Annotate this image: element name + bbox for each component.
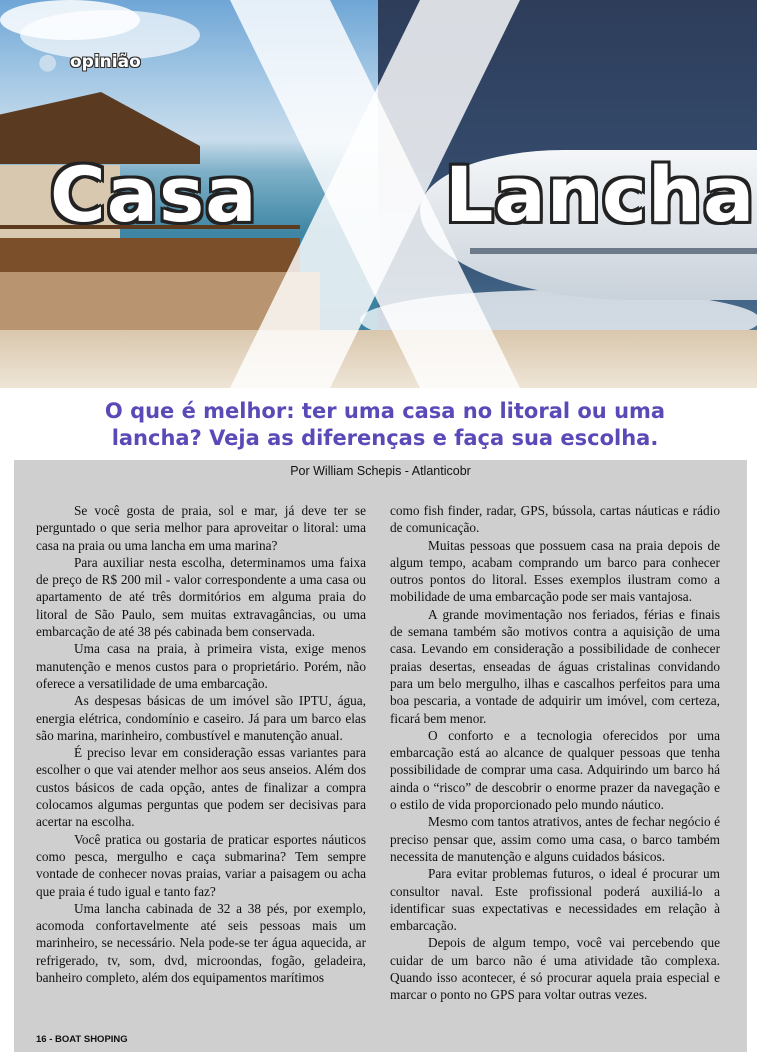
- section-bullet-icon: ●: [38, 50, 58, 75]
- paragraph: A grande movimentação nos feriados, férias e finais de semana também são motivos contra a aquisição de uma casa. Levando em consideração a possibilidade de conhecer praias desertas, enseadas de águas cristalinas convidando para um belo mergulho, ilhas e cascalhos perfeitos para uma boa pescaria, a vontade de adquirir um imóvel, com certeza, ficará bem menor.: [390, 606, 720, 726]
- paragraph: É preciso levar em consideração essas variantes para escolher o que vai atender melhor aos seus anseios. Além dos custos básicos de cada opção, antes de finalizar a compra colocamos algumas perguntas que podem ser decisivas para acertar na escolha.: [36, 745, 366, 830]
- article-subtitle: [60, 398, 710, 452]
- paragraph: Muitas pessoas que possuem casa na praia depois de algum tempo, acabam comprando um barco para conhecer outros pontos do litoral. Esses exemplos ilustram como a mobilidade de uma embarcação pode ser mais vantajosa.: [390, 537, 720, 605]
- paragraph: Se você gosta de praia, sol e mar, já deve ter se perguntado o que seria melhor para aproveitar o litoral: uma casa na praia ou uma lancha em uma marina?: [36, 503, 366, 553]
- article-column-right: [390, 502, 720, 1004]
- subtitle-line-2: lancha? Veja as diferenças e faça sua escolha.: [111, 426, 659, 450]
- paragraph: Depois de algum tempo, você vai percebendo que cuidar de um barco não é uma atividade tão complexa. Quando isso acontecer, é só procurar aquela praia especial e marcar o ponto no GPS para voltar outras vezes.: [390, 935, 720, 1003]
- byline: Por William Schepis - Atlanticobr: [290, 464, 471, 478]
- paragraph: O conforto e a tecnologia oferecidos por uma embarcação está ao alcance de qualquer pessoas que tenha possibilidade de comprar uma casa. Adquirindo um barco há ainda o “risco” de descobrir o enorme prazer da navegação e o estilo de vida proporcionado pelo mundo náutico.: [390, 727, 720, 813]
- paragraph: Para evitar problemas futuros, o ideal é procurar um consultor naval. Este profissional poderá auxiliá-lo a identificar suas expectativas e necessidades em relação à embarcação.: [390, 866, 720, 934]
- page-footer: 16 - BOAT SHOPING: [36, 1034, 128, 1045]
- article-column-left: [36, 502, 366, 986]
- title-right-word: Lancha: [445, 150, 756, 239]
- section-label: opinião: [70, 52, 141, 72]
- paragraph: como fish finder, radar, GPS, bússola, cartas náuticas e rádio de comunicação.: [390, 503, 720, 536]
- paragraph: Uma casa na praia, à primeira vista, exige menos manutenção e menos custos para o proprietário. Porém, não oferece a versatilidade de uma embarcação.: [36, 641, 366, 691]
- paragraph: Mesmo com tantos atrativos, antes de fechar negócio é preciso pensar que, assim como uma casa, o barco também necessita de manutenção e alguns cuidados básicos.: [390, 814, 720, 864]
- subtitle-line-1: O que é melhor: ter uma casa no litoral ou uma: [104, 399, 666, 423]
- paragraph: Uma lancha cabinada de 32 a 38 pés, por exemplo, acomoda confortavelmente até seis pessoas mais um marinheiro, se necessário. Nela pode-se ter água aquecida, ar refrigerado, tv, som, dvd, microondas, fogão, geladeira, banheiro completo, além dos equipamentos marítimos: [36, 900, 366, 986]
- title-middle-letter: [350, 170, 381, 216]
- title-left-word: Casa: [50, 150, 258, 239]
- paragraph: Para auxiliar nesta escolha, determinamos uma faixa de preço de R$ 200 mil - valor correspondente a uma casa ou apartamento de até três dormitórios em alguma praia do litoral de São Paulo, sem muitas extravagâncias, ou uma embarcação de até 38 pés cabinada bem conservada.: [36, 554, 366, 640]
- paragraph: As despesas básicas de um imóvel são IPTU, água, energia elétrica, condomínio e caseiro. Já para um barco elas são marina, marinheiro, combustível e manutenção anual.: [36, 693, 366, 743]
- paragraph: Você pratica ou gostaria de praticar esportes náuticos como pesca, mergulho e caça submarina? Tem sempre vontade de conhecer novas praias, variar a paisagem ou acha que praia é tudo igual e tanto faz?: [36, 831, 366, 899]
